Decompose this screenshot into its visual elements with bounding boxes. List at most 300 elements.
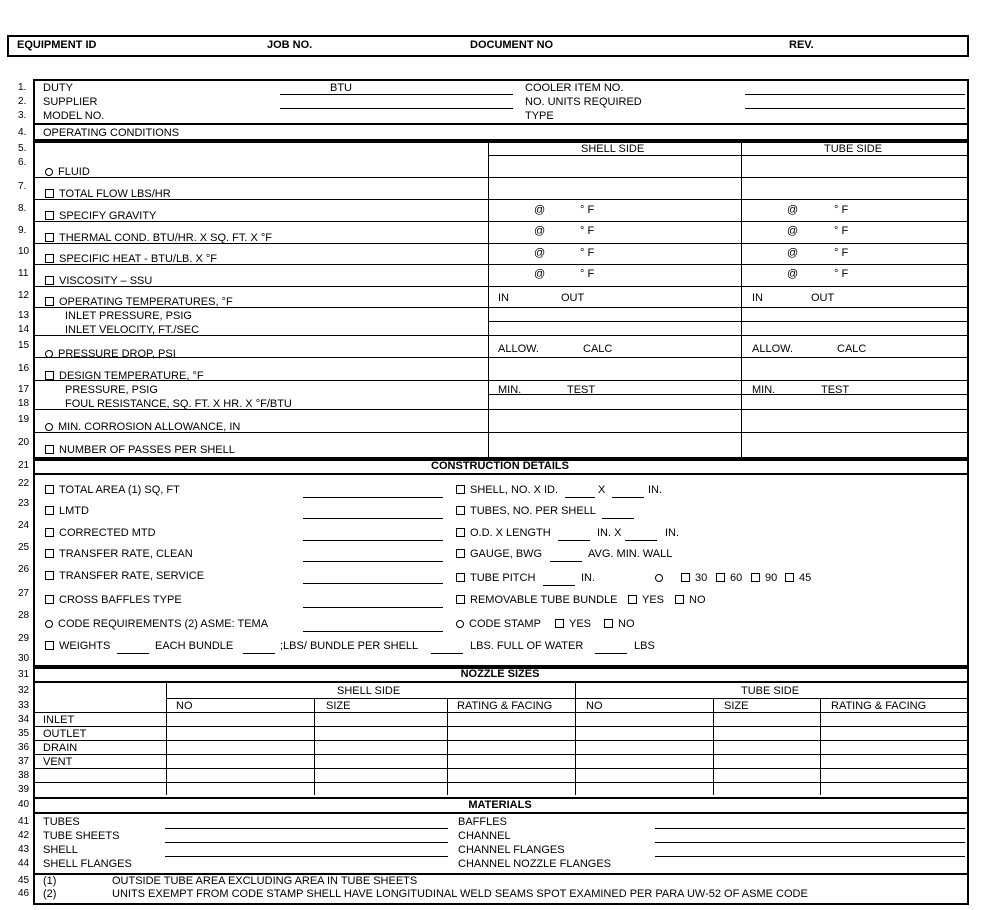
- mat-channel: CHANNEL: [458, 830, 511, 842]
- tubes-per-shell-label: [456, 505, 596, 517]
- line-number: 45: [18, 875, 30, 886]
- header-box: [7, 35, 969, 57]
- removable-label-text: REMOVABLE TUBE BUNDLE: [470, 594, 618, 606]
- checkbox-icon[interactable]: [45, 528, 54, 537]
- entry-field[interactable]: [117, 653, 149, 654]
- deg-f-text: ° F: [580, 204, 595, 216]
- deg-f: [580, 268, 594, 280]
- mat-shell-flanges: SHELL FLANGES: [43, 858, 132, 870]
- op-temps-label: [45, 296, 233, 308]
- col-rating-text: RATING & FACING: [831, 700, 927, 712]
- out-label-text: OUT: [561, 292, 585, 304]
- weights-label: [45, 640, 110, 652]
- nozzle-row-label-text: INLET: [43, 714, 75, 726]
- corrosion-label: [45, 421, 240, 433]
- line-number: 14: [18, 324, 30, 335]
- allow-label: [752, 343, 793, 355]
- line-number: 28: [18, 610, 30, 621]
- line-number: 24: [18, 520, 30, 531]
- checkbox-icon[interactable]: [45, 276, 54, 285]
- nozzle-row-label: [43, 714, 74, 726]
- mat-baffles-field[interactable]: [655, 828, 965, 829]
- line-number: 18: [18, 398, 30, 409]
- divider: [488, 155, 967, 156]
- line-number: 44: [18, 858, 30, 869]
- line-number: 29: [18, 633, 30, 644]
- at-sign-text: @: [534, 225, 546, 237]
- fluid-label: [45, 166, 90, 178]
- line-number: 19: [18, 414, 30, 425]
- checkbox-icon[interactable]: [45, 297, 54, 306]
- col-rating-text: RATING & FACING: [457, 700, 553, 712]
- pressure-psig-label: [65, 384, 158, 396]
- entry-field[interactable]: [595, 653, 627, 654]
- line-number: 40: [18, 799, 30, 810]
- deg-f: [580, 225, 594, 237]
- checkbox-icon[interactable]: [681, 573, 690, 582]
- equipment-id-label: EQUIPMENT ID: [17, 39, 97, 51]
- line-number: 25: [18, 542, 30, 553]
- pressure-drop-label-text: PRESSURE DROP, PSI: [58, 348, 176, 360]
- viscosity-label-text: VISCOSITY – SSU: [59, 275, 153, 287]
- type-label: TYPE: [525, 110, 554, 122]
- note-2-text: UNITS EXEMPT FROM CODE STAMP SHELL HAVE LONGITUDINAL WELD SEAMS SPOT EXAMINED PER PARA UW-52 OF ASME CODE: [112, 888, 808, 900]
- line-number: 32: [18, 685, 30, 696]
- out-label-text: OUT: [811, 292, 835, 304]
- specific-heat-label-text: SPECIFIC HEAT - BTU/LB. X °F: [59, 253, 218, 265]
- inlet-pressure-label-text: INLET PRESSURE, PSIG: [65, 310, 192, 322]
- line-number: 15: [18, 340, 30, 351]
- baffles-type-label: [45, 594, 182, 606]
- lbs-label: [634, 640, 655, 652]
- x-label-text: X: [598, 484, 606, 496]
- tube-side-header: TUBE SIDE: [824, 143, 883, 155]
- thermal-label-text: THERMAL COND. BTU/HR. X SQ. FT. X °F: [59, 232, 273, 244]
- in-label-text: IN.: [665, 527, 680, 539]
- circle-option-icon[interactable]: [45, 168, 53, 176]
- min-label-text: MIN.: [752, 384, 776, 396]
- mat-shell: SHELL: [43, 844, 78, 856]
- code-stamp-no-text: NO: [618, 618, 635, 630]
- nozzle-shell-side: [337, 685, 400, 697]
- document-no-label: DOCUMENT NO: [470, 39, 554, 51]
- note-2-num: (2): [43, 888, 57, 900]
- out-label: [811, 292, 834, 304]
- op-temps-label-text: OPERATING TEMPERATURES, °F: [59, 296, 233, 308]
- checkbox-icon[interactable]: [751, 573, 760, 582]
- line-number: 8.: [18, 203, 27, 214]
- checkbox-icon[interactable]: [628, 595, 637, 604]
- gauge-label: [456, 548, 542, 560]
- lbs-bundle-label: [280, 640, 418, 652]
- in-label-text: IN.: [648, 484, 663, 496]
- at-sign: [534, 247, 545, 259]
- divider: [33, 473, 967, 475]
- divider: [33, 754, 967, 755]
- circle-option-icon[interactable]: [45, 423, 53, 431]
- mat-channel-flanges: CHANNEL FLANGES: [458, 844, 565, 856]
- thermal-label: [45, 232, 272, 244]
- line-number: 5.: [18, 143, 27, 154]
- line-number: 20: [18, 437, 30, 448]
- line-number: 35: [18, 728, 30, 739]
- checkbox-icon[interactable]: [45, 485, 54, 494]
- checkbox-icon[interactable]: [456, 528, 465, 537]
- nozzle-shell-side-text: SHELL SIDE: [337, 685, 401, 697]
- deg-f-text: ° F: [580, 268, 595, 280]
- line-number: 13: [18, 310, 30, 321]
- checkbox-icon[interactable]: [45, 189, 54, 198]
- weights-label-text: WEIGHTS: [59, 640, 111, 652]
- test-label: [567, 384, 595, 396]
- checkbox-icon[interactable]: [45, 506, 54, 515]
- angle-45: [785, 572, 811, 584]
- at-sign-text: @: [534, 268, 546, 280]
- operating-conditions-label: OPERATING CONDITIONS: [43, 127, 180, 139]
- line-number: 31: [18, 669, 30, 680]
- nozzle-row-label-text: OUTLET: [43, 728, 87, 740]
- divider: [33, 221, 967, 222]
- each-bundle-label: [155, 640, 233, 652]
- note-1-text: OUTSIDE TUBE AREA EXCLUDING AREA IN TUBE SHEETS: [112, 875, 418, 887]
- total-area-label: [45, 484, 180, 496]
- gravity-label: [45, 210, 156, 222]
- line-number: 34: [18, 714, 30, 725]
- total-area-label-text: TOTAL AREA (1) SQ, FT: [59, 484, 180, 496]
- mat-baffles: BAFFLES: [458, 816, 507, 828]
- calc-label-text: CALC: [583, 343, 613, 355]
- deg-f: [580, 204, 594, 216]
- line-number: 23: [18, 498, 30, 509]
- entry-field[interactable]: [625, 540, 657, 541]
- allow-label: [498, 343, 539, 355]
- checkbox-icon[interactable]: [45, 233, 54, 242]
- mat-channel-field[interactable]: [655, 842, 965, 843]
- in-x-label: [597, 527, 621, 539]
- mat-tubes: TUBES: [43, 816, 80, 828]
- inlet-velocity-label: [65, 324, 199, 336]
- calc-label: [583, 343, 612, 355]
- corrected-mtd-label: [45, 527, 156, 539]
- lbs-bundle-label-text: ;LBS/ BUNDLE PER SHELL: [280, 640, 419, 652]
- line-number: 12: [18, 290, 30, 301]
- design-temp-label: [45, 370, 204, 382]
- checkbox-icon[interactable]: [456, 573, 465, 582]
- btu-label: BTU: [330, 82, 352, 94]
- line-number: 39: [18, 784, 30, 795]
- test-label-text: TEST: [821, 384, 850, 396]
- lbs-full-label-text: LBS. FULL OF WATER: [470, 640, 584, 652]
- line-number: 38: [18, 770, 30, 781]
- lmtd-label-text: LMTD: [59, 505, 89, 517]
- cooler-item-label: COOLER ITEM NO.: [525, 82, 624, 94]
- at-sign-text: @: [534, 204, 546, 216]
- divider: [488, 321, 967, 322]
- entry-field[interactable]: [550, 561, 582, 562]
- at-sign: [534, 204, 545, 216]
- col-size: [724, 700, 748, 712]
- line-number: 21: [18, 460, 30, 471]
- checkbox-icon[interactable]: [456, 506, 465, 515]
- entry-field[interactable]: [431, 653, 463, 654]
- mat-tube-sheets-field[interactable]: [165, 842, 448, 843]
- divider: [166, 698, 967, 699]
- code-stamp-label-text: CODE STAMP: [469, 618, 541, 630]
- deg-f-text: ° F: [580, 247, 595, 259]
- line-number: 41: [18, 816, 30, 827]
- corrected-mtd-label-text: CORRECTED MTD: [59, 527, 156, 539]
- mat-channel-nozzle: CHANNEL NOZZLE FLANGES: [458, 858, 612, 870]
- avg-min-wall-label-text: AVG. MIN. WALL: [588, 548, 673, 560]
- circle-option-icon[interactable]: [45, 350, 53, 358]
- shell-side-header: SHELL SIDE: [581, 143, 645, 155]
- line-number: 6.: [18, 157, 27, 168]
- calc-label: [837, 343, 866, 355]
- transfer-clean-label: [45, 548, 193, 560]
- note-1-num: (1): [43, 875, 57, 887]
- entry-field[interactable]: [558, 540, 590, 541]
- line-number: 2.: [18, 96, 27, 107]
- nozzle-row-label: [43, 742, 77, 754]
- tube-pitch-label: [456, 572, 535, 584]
- checkbox-icon[interactable]: [45, 571, 54, 580]
- nozzle-row-label-text: VENT: [43, 756, 73, 768]
- in-label: [665, 527, 679, 539]
- divider: [166, 683, 167, 795]
- divider: [33, 782, 967, 783]
- divider: [33, 812, 967, 814]
- gravity-label-text: SPECIFY GRAVITY: [59, 210, 157, 222]
- fluid-label-text: FLUID: [58, 166, 90, 178]
- transfer-clean-label-text: TRANSFER RATE, CLEAN: [59, 548, 193, 560]
- deg-f-text: ° F: [834, 247, 849, 259]
- in-label: [752, 292, 763, 304]
- checkbox-icon[interactable]: [604, 619, 613, 628]
- at-sign-text: @: [787, 204, 799, 216]
- shell-no-id-label-text: SHELL, NO. X ID.: [470, 484, 559, 496]
- mat-tube-sheets: TUBE SHEETS: [43, 830, 120, 842]
- allow-label-text: ALLOW.: [752, 343, 793, 355]
- test-label-text: TEST: [567, 384, 596, 396]
- duty-field[interactable]: [280, 94, 513, 95]
- tubes-per-shell-label-text: TUBES, NO. PER SHELL: [470, 505, 596, 517]
- passes-label-text: NUMBER OF PASSES PER SHELL: [59, 444, 235, 456]
- construction-field[interactable]: [303, 540, 443, 541]
- construction-field[interactable]: [303, 561, 443, 562]
- x-label: [598, 484, 605, 496]
- corrosion-label-text: MIN. CORROSION ALLOWANCE, IN: [58, 421, 241, 433]
- od-length-label-text: O.D. X LENGTH: [470, 527, 551, 539]
- col-no: [176, 700, 193, 712]
- deg-f: [834, 225, 848, 237]
- job-no-label: JOB NO.: [267, 39, 313, 51]
- checkbox-icon[interactable]: [45, 445, 54, 454]
- col-size: [326, 700, 350, 712]
- line-number: 26: [18, 564, 30, 575]
- line-number: 4.: [18, 127, 27, 138]
- col-no-text: NO: [586, 700, 603, 712]
- passes-label: [45, 444, 235, 456]
- nozzle-section: [33, 665, 969, 799]
- gauge-label-text: GAUGE, BWG: [470, 548, 543, 560]
- construction-field[interactable]: [303, 607, 443, 608]
- at-sign-text: @: [787, 268, 799, 280]
- construction-field[interactable]: [303, 583, 443, 584]
- angle-60-text: 60: [730, 572, 743, 584]
- checkbox-icon[interactable]: [45, 641, 54, 650]
- lbs-full-label: [470, 640, 583, 652]
- checkbox-icon[interactable]: [45, 371, 54, 380]
- lmtd-label: [45, 505, 89, 517]
- angle-90-text: 90: [765, 572, 778, 584]
- code-req-label-text: CODE REQUIREMENTS (2) ASME: TEMA: [58, 618, 269, 630]
- code-req-label: [45, 618, 268, 630]
- duty-label: DUTY: [43, 82, 73, 94]
- units-required-field[interactable]: [745, 108, 965, 109]
- construction-field[interactable]: [303, 497, 443, 498]
- mat-channel-flanges-field[interactable]: [655, 856, 965, 857]
- col-no-text: NO: [176, 700, 193, 712]
- transfer-service-label-text: TRANSFER RATE, SERVICE: [59, 570, 205, 582]
- checkbox-icon[interactable]: [456, 549, 465, 558]
- divider: [33, 123, 967, 125]
- total-flow-label-text: TOTAL FLOW LBS/HR: [59, 188, 171, 200]
- angle-90: [751, 572, 777, 584]
- deg-f-text: ° F: [834, 204, 849, 216]
- shell-no-id-label: [456, 484, 558, 496]
- code-stamp-yes-text: YES: [569, 618, 592, 630]
- line-number: 33: [18, 700, 30, 711]
- col-no: [586, 700, 603, 712]
- angle-60: [716, 572, 742, 584]
- at-sign-text: @: [534, 247, 546, 259]
- model-label: MODEL NO.: [43, 110, 105, 122]
- units-required-label: NO. UNITS REQUIRED: [525, 96, 642, 108]
- in-label: [648, 484, 662, 496]
- divider: [33, 199, 967, 200]
- removable-no: [675, 594, 706, 606]
- viscosity-label: [45, 275, 152, 287]
- at-sign: [534, 268, 545, 280]
- removable-no-text: NO: [689, 594, 706, 606]
- divider: [33, 740, 967, 741]
- col-rating: [831, 700, 926, 712]
- angle-30-text: 30: [695, 572, 708, 584]
- cooler-item-field[interactable]: [745, 94, 965, 95]
- line-number: 17: [18, 384, 30, 395]
- each-bundle-label-text: EACH BUNDLE: [155, 640, 234, 652]
- foul-label: [65, 398, 292, 410]
- entry-field[interactable]: [565, 497, 595, 498]
- od-length-label: [456, 527, 551, 539]
- divider: [575, 683, 576, 795]
- deg-f: [834, 204, 848, 216]
- construction-field[interactable]: [303, 631, 443, 632]
- checkbox-icon[interactable]: [45, 595, 54, 604]
- line-number: 30: [18, 653, 30, 664]
- test-label: [821, 384, 849, 396]
- avg-min-wall-label: [588, 548, 672, 560]
- at-sign-text: @: [787, 225, 799, 237]
- construction-field[interactable]: [303, 518, 443, 519]
- circle-option-icon[interactable]: [456, 620, 464, 628]
- checkbox-icon[interactable]: [456, 595, 465, 604]
- checkbox-icon[interactable]: [45, 211, 54, 220]
- entry-field[interactable]: [602, 518, 634, 519]
- entry-field[interactable]: [243, 653, 275, 654]
- min-label: [752, 384, 775, 396]
- checkbox-icon[interactable]: [45, 549, 54, 558]
- tube-pitch-label-text: TUBE PITCH: [470, 572, 536, 584]
- in-label-text: IN: [498, 292, 509, 304]
- nozzle-row-label: [43, 756, 72, 768]
- mat-tubes-field[interactable]: [165, 828, 448, 829]
- line-number: 11: [18, 268, 29, 279]
- divider: [33, 286, 967, 287]
- supplier-field[interactable]: [280, 108, 513, 109]
- deg-f-text: ° F: [834, 225, 849, 237]
- circle-option-icon[interactable]: [45, 620, 53, 628]
- deg-f-text: ° F: [580, 225, 595, 237]
- baffles-type-label-text: CROSS BAFFLES TYPE: [59, 594, 182, 606]
- entry-field[interactable]: [612, 497, 644, 498]
- checkbox-icon[interactable]: [716, 573, 725, 582]
- removable-yes-text: YES: [642, 594, 665, 606]
- line-number: 46: [18, 888, 30, 899]
- in-label-text: IN: [752, 292, 763, 304]
- supplier-label: SUPPLIER: [43, 96, 98, 108]
- checkbox-icon[interactable]: [555, 619, 564, 628]
- nozzle-title: NOZZLE SIZES: [460, 668, 540, 680]
- line-number: 37: [18, 756, 30, 767]
- checkbox-icon[interactable]: [675, 595, 684, 604]
- in-x-label-text: IN. X: [597, 527, 622, 539]
- divider: [33, 681, 967, 683]
- allow-label-text: ALLOW.: [498, 343, 539, 355]
- min-label: [498, 384, 521, 396]
- line-number: 43: [18, 844, 30, 855]
- code-stamp-no: [604, 618, 635, 630]
- lbs-label-text: LBS: [634, 640, 655, 652]
- line-number: 42: [18, 830, 30, 841]
- at-sign-text: @: [787, 247, 799, 259]
- entry-field[interactable]: [543, 585, 575, 586]
- inlet-pressure-label: [65, 310, 192, 322]
- pitch-option-icon[interactable]: [655, 574, 663, 582]
- col-rating: [457, 700, 552, 712]
- checkbox-icon[interactable]: [456, 485, 465, 494]
- line-number: 36: [18, 742, 30, 753]
- nozzle-row-label: [43, 728, 86, 740]
- design-temp-label-text: DESIGN TEMPERATURE, °F: [59, 370, 204, 382]
- angle-45-text: 45: [799, 572, 812, 584]
- mat-shell-field[interactable]: [165, 856, 448, 857]
- checkbox-icon[interactable]: [45, 254, 54, 263]
- line-number: 16: [18, 363, 30, 374]
- checkbox-icon[interactable]: [785, 573, 794, 582]
- pressure-psig-label-text: PRESSURE, PSIG: [65, 384, 158, 396]
- at-sign: [787, 204, 798, 216]
- line-number: 10: [18, 246, 30, 257]
- materials-title: MATERIALS: [468, 799, 532, 811]
- deg-f: [834, 247, 848, 259]
- line-number: 7.: [18, 181, 27, 192]
- specific-heat-label: [45, 253, 217, 265]
- code-stamp-yes: [555, 618, 591, 630]
- line-number: 1.: [18, 82, 27, 93]
- divider: [33, 177, 967, 178]
- nozzle-tube-side-text: TUBE SIDE: [741, 685, 800, 697]
